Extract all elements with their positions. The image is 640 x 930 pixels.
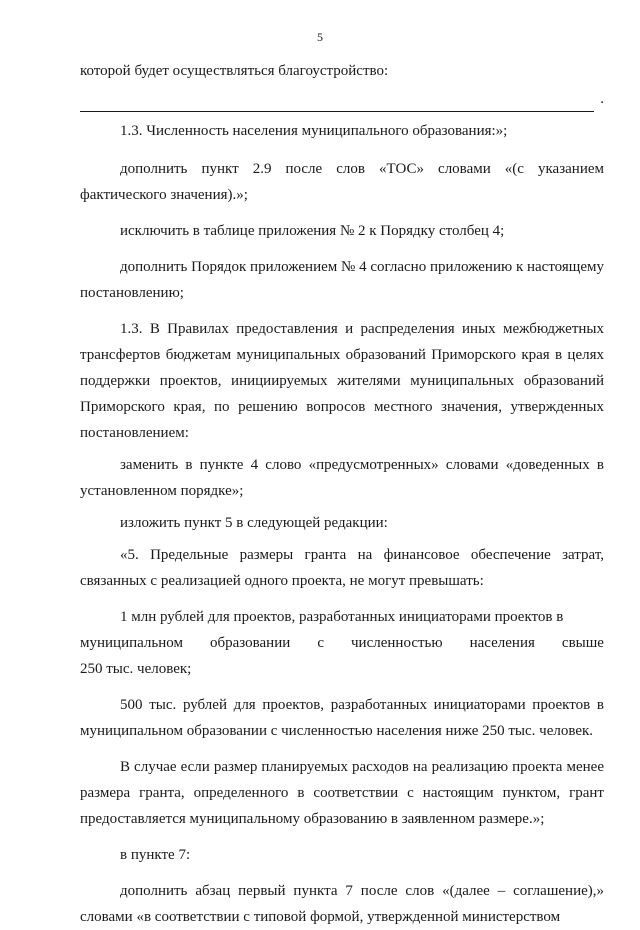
line-end-period: .: [600, 91, 604, 107]
paragraph-improvement-location: которой будет осуществляться благоустройство:: [80, 63, 389, 79]
paragraph-clause-5-intro: изложить пункт 5 в следующей редакции:: [120, 515, 388, 531]
document-body: [80, 58, 604, 930]
page-number: 5: [317, 30, 323, 44]
paragraph-add-appendix: дополнить Порядок приложением № 4 согласно приложению к настоящему постановлению;: [80, 259, 604, 301]
word: муниципальном: [80, 635, 183, 651]
paragraph-clause-5-text: «5. Предельные размеры гранта на финансовое обеспечение затрат, связанных с реализацией одного проекта, не могут превышать:: [80, 547, 604, 589]
paragraph-clause-7: в пункте 7:: [120, 847, 191, 863]
word: свыше: [561, 635, 604, 651]
grant-1mln-line-3: 250 тыс. человек;: [80, 661, 192, 677]
grant-1mln-line-2: [80, 630, 604, 656]
word: населения: [469, 635, 535, 651]
word: образовании: [210, 635, 291, 651]
paragraph-rules-amendment: 1.3. В Правилах предоставления и распределения иных межбюджетных трансфертов бюджетам муниципальных образований Приморского края в целях поддержки проектов, инициируемых жителями муниципальных образований Приморского края, по решению вопросов местного значения, утвержденных постановлением:: [80, 321, 604, 441]
grant-1mln-line-1: 1 млн рублей для проектов, разработанных инициаторами проектов в: [120, 609, 564, 625]
paragraph-remove-column: исключить в таблице приложения № 2 к Порядку столбец 4;: [120, 223, 505, 239]
paragraph-population-count: 1.3. Численность населения муниципального образования:»;: [120, 123, 508, 139]
paragraph-grant-smaller-case: В случае если размер планируемых расходов на реализацию проекта менее размера гранта, определенного в соответствии с настоящим пунктом, грант предоставляется муниципальному образованию в заявленном размере.»;: [80, 759, 604, 827]
fill-in-line: [80, 86, 604, 112]
paragraph-grant-500k: 500 тыс. рублей для проектов, разработанных инициаторами проектов в муниципальном образовании с численностью населения ниже 250 тыс. человек.: [80, 697, 604, 739]
word: численностью: [351, 635, 443, 651]
paragraph-replace-word: заменить в пункте 4 слово «предусмотренных» словами «доведенных в установленном порядке»;: [80, 457, 604, 499]
paragraph-add-clause-2-9: дополнить пункт 2.9 после слов «ТОС» словами «(с указанием фактического значения).»;: [80, 161, 604, 203]
blank-underline: [80, 94, 594, 112]
word: с: [317, 635, 324, 651]
paragraph-clause-7-amendment: дополнить абзац первый пункта 7 после слов «(далее – соглашение),» словами «в соответствии с типовой формой, утвержденной министерством: [80, 883, 604, 925]
paragraph-grant-1mln: [80, 604, 604, 682]
